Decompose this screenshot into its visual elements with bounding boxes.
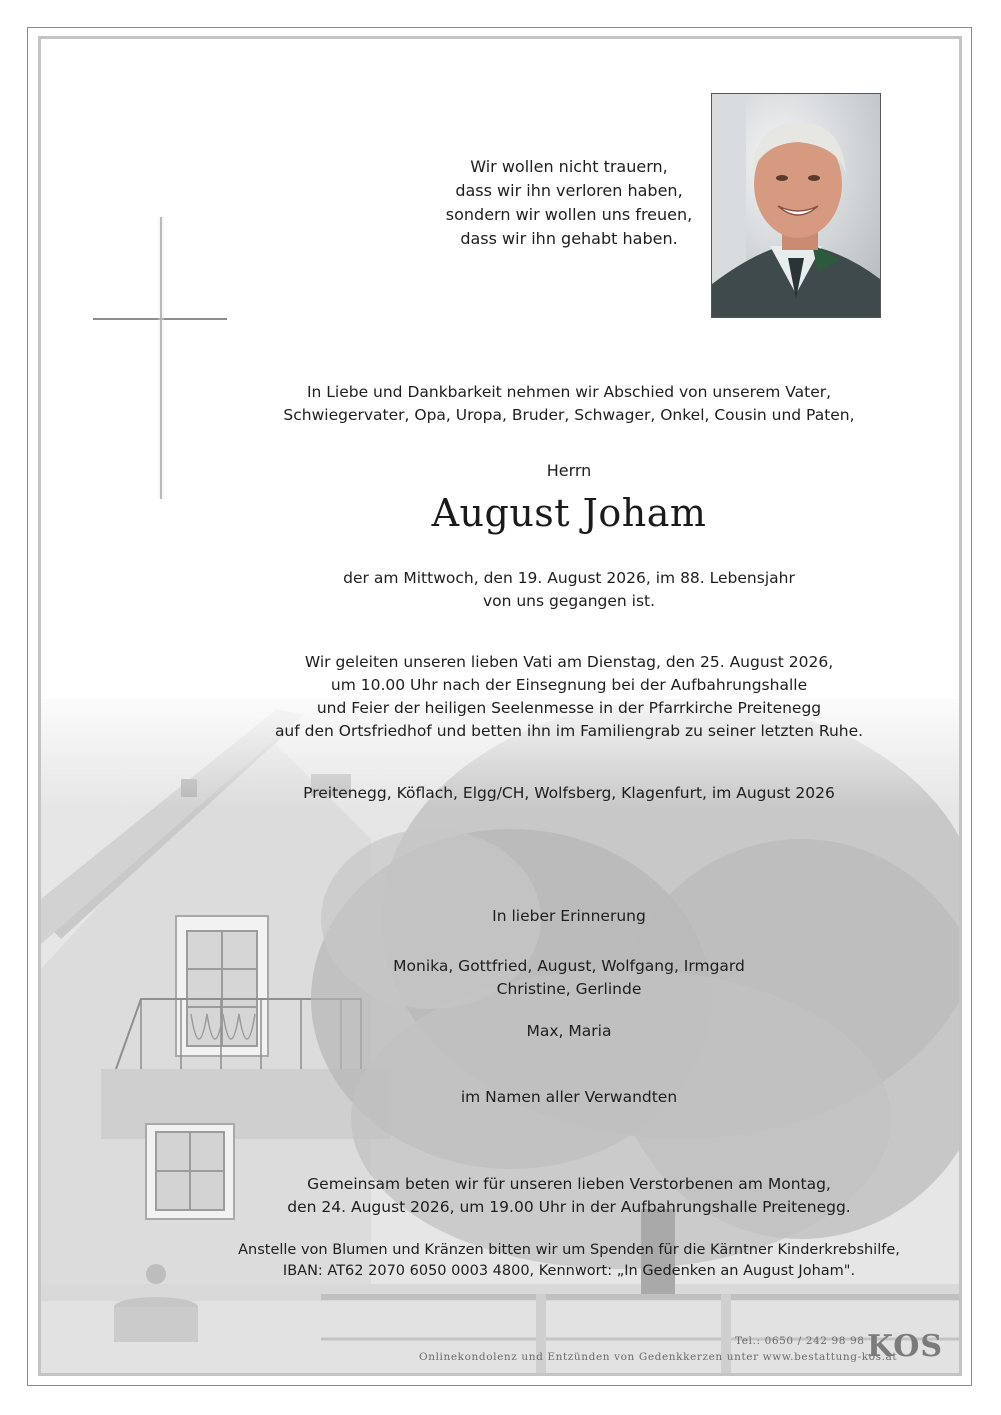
prayer-details	[99, 1173, 962, 1219]
funeral-line: um 10.00 Uhr nach der Einsegnung bei der Aufbahrungshalle	[330, 676, 808, 694]
honorific: Herrn	[546, 461, 592, 480]
poem-line: sondern wir wollen uns freuen,	[445, 205, 693, 224]
death-line: von uns gegangen ist.	[482, 592, 656, 610]
poem	[389, 155, 749, 251]
death-line: der am Mittwoch, den 19. August 2026, im 88. Lebensjahr	[343, 569, 795, 587]
funeral-line: und Feier der heiligen Seelenmesse in der Pfarrkirche Preitenegg	[316, 699, 822, 717]
kos-logo: KOS	[867, 1329, 944, 1364]
donation-line: Anstelle von Blumen und Kränzen bitten wir um Spenden für die Kärntner Kinderkrebshilfe,	[238, 1242, 900, 1258]
funeral-line: Wir geleiten unseren lieben Vati am Dienstag, den 25. August 2026,	[304, 653, 834, 671]
donation-request	[99, 1240, 962, 1282]
death-notice	[99, 567, 962, 613]
remembrance-heading: In lieber Erinnerung	[492, 907, 646, 925]
poem-line: dass wir ihn verloren haben,	[455, 181, 683, 200]
funeral-details	[99, 651, 962, 743]
places-date: Preitenegg, Köflach, Elgg/CH, Wolfsberg, Klagenfurt, im August 2026	[303, 784, 835, 802]
intro-line: In Liebe und Dankbarkeit nehmen wir Abschied von unserem Vater,	[306, 383, 832, 401]
intro-line: Schwiegervater, Opa, Uropa, Bruder, Schwager, Onkel, Cousin und Paten,	[283, 406, 855, 424]
grandchildren: Max, Maria	[526, 1022, 612, 1040]
intro-text	[99, 381, 962, 427]
footer-online-condolence: Onlinekondolenz und Entzünden von Gedenkkerzen unter www.bestattung-kos.at	[419, 1351, 898, 1363]
deceased-name: August Joham	[431, 491, 707, 535]
mourners	[99, 955, 962, 1001]
funeral-line: auf den Ortsfriedhof und betten ihn im Familiengrab zu seiner letzten Ruhe.	[274, 722, 864, 740]
mourners-line: Monika, Gottfried, August, Wolfgang, Irmgard	[393, 957, 745, 975]
obituary-card	[38, 36, 962, 1376]
prayer-line: Gemeinsam beten wir für unseren lieben Verstorbenen am Montag,	[307, 1175, 831, 1193]
prayer-line: den 24. August 2026, um 19.00 Uhr in der Aufbahrungshalle Preitenegg.	[287, 1198, 851, 1216]
donation-line: IBAN: AT62 2070 6050 0003 4800, Kennwort: „In Gedenken an August Joham".	[282, 1263, 856, 1279]
mourners-line: Christine, Gerlinde	[496, 980, 642, 998]
footer-phone: Tel.: 0650 / 242 98 98	[735, 1335, 865, 1347]
relatives: im Namen aller Verwandten	[460, 1088, 678, 1106]
poem-line: dass wir ihn gehabt haben.	[460, 229, 678, 248]
cross-icon	[41, 39, 261, 499]
poem-line: Wir wollen nicht trauern,	[470, 157, 668, 176]
